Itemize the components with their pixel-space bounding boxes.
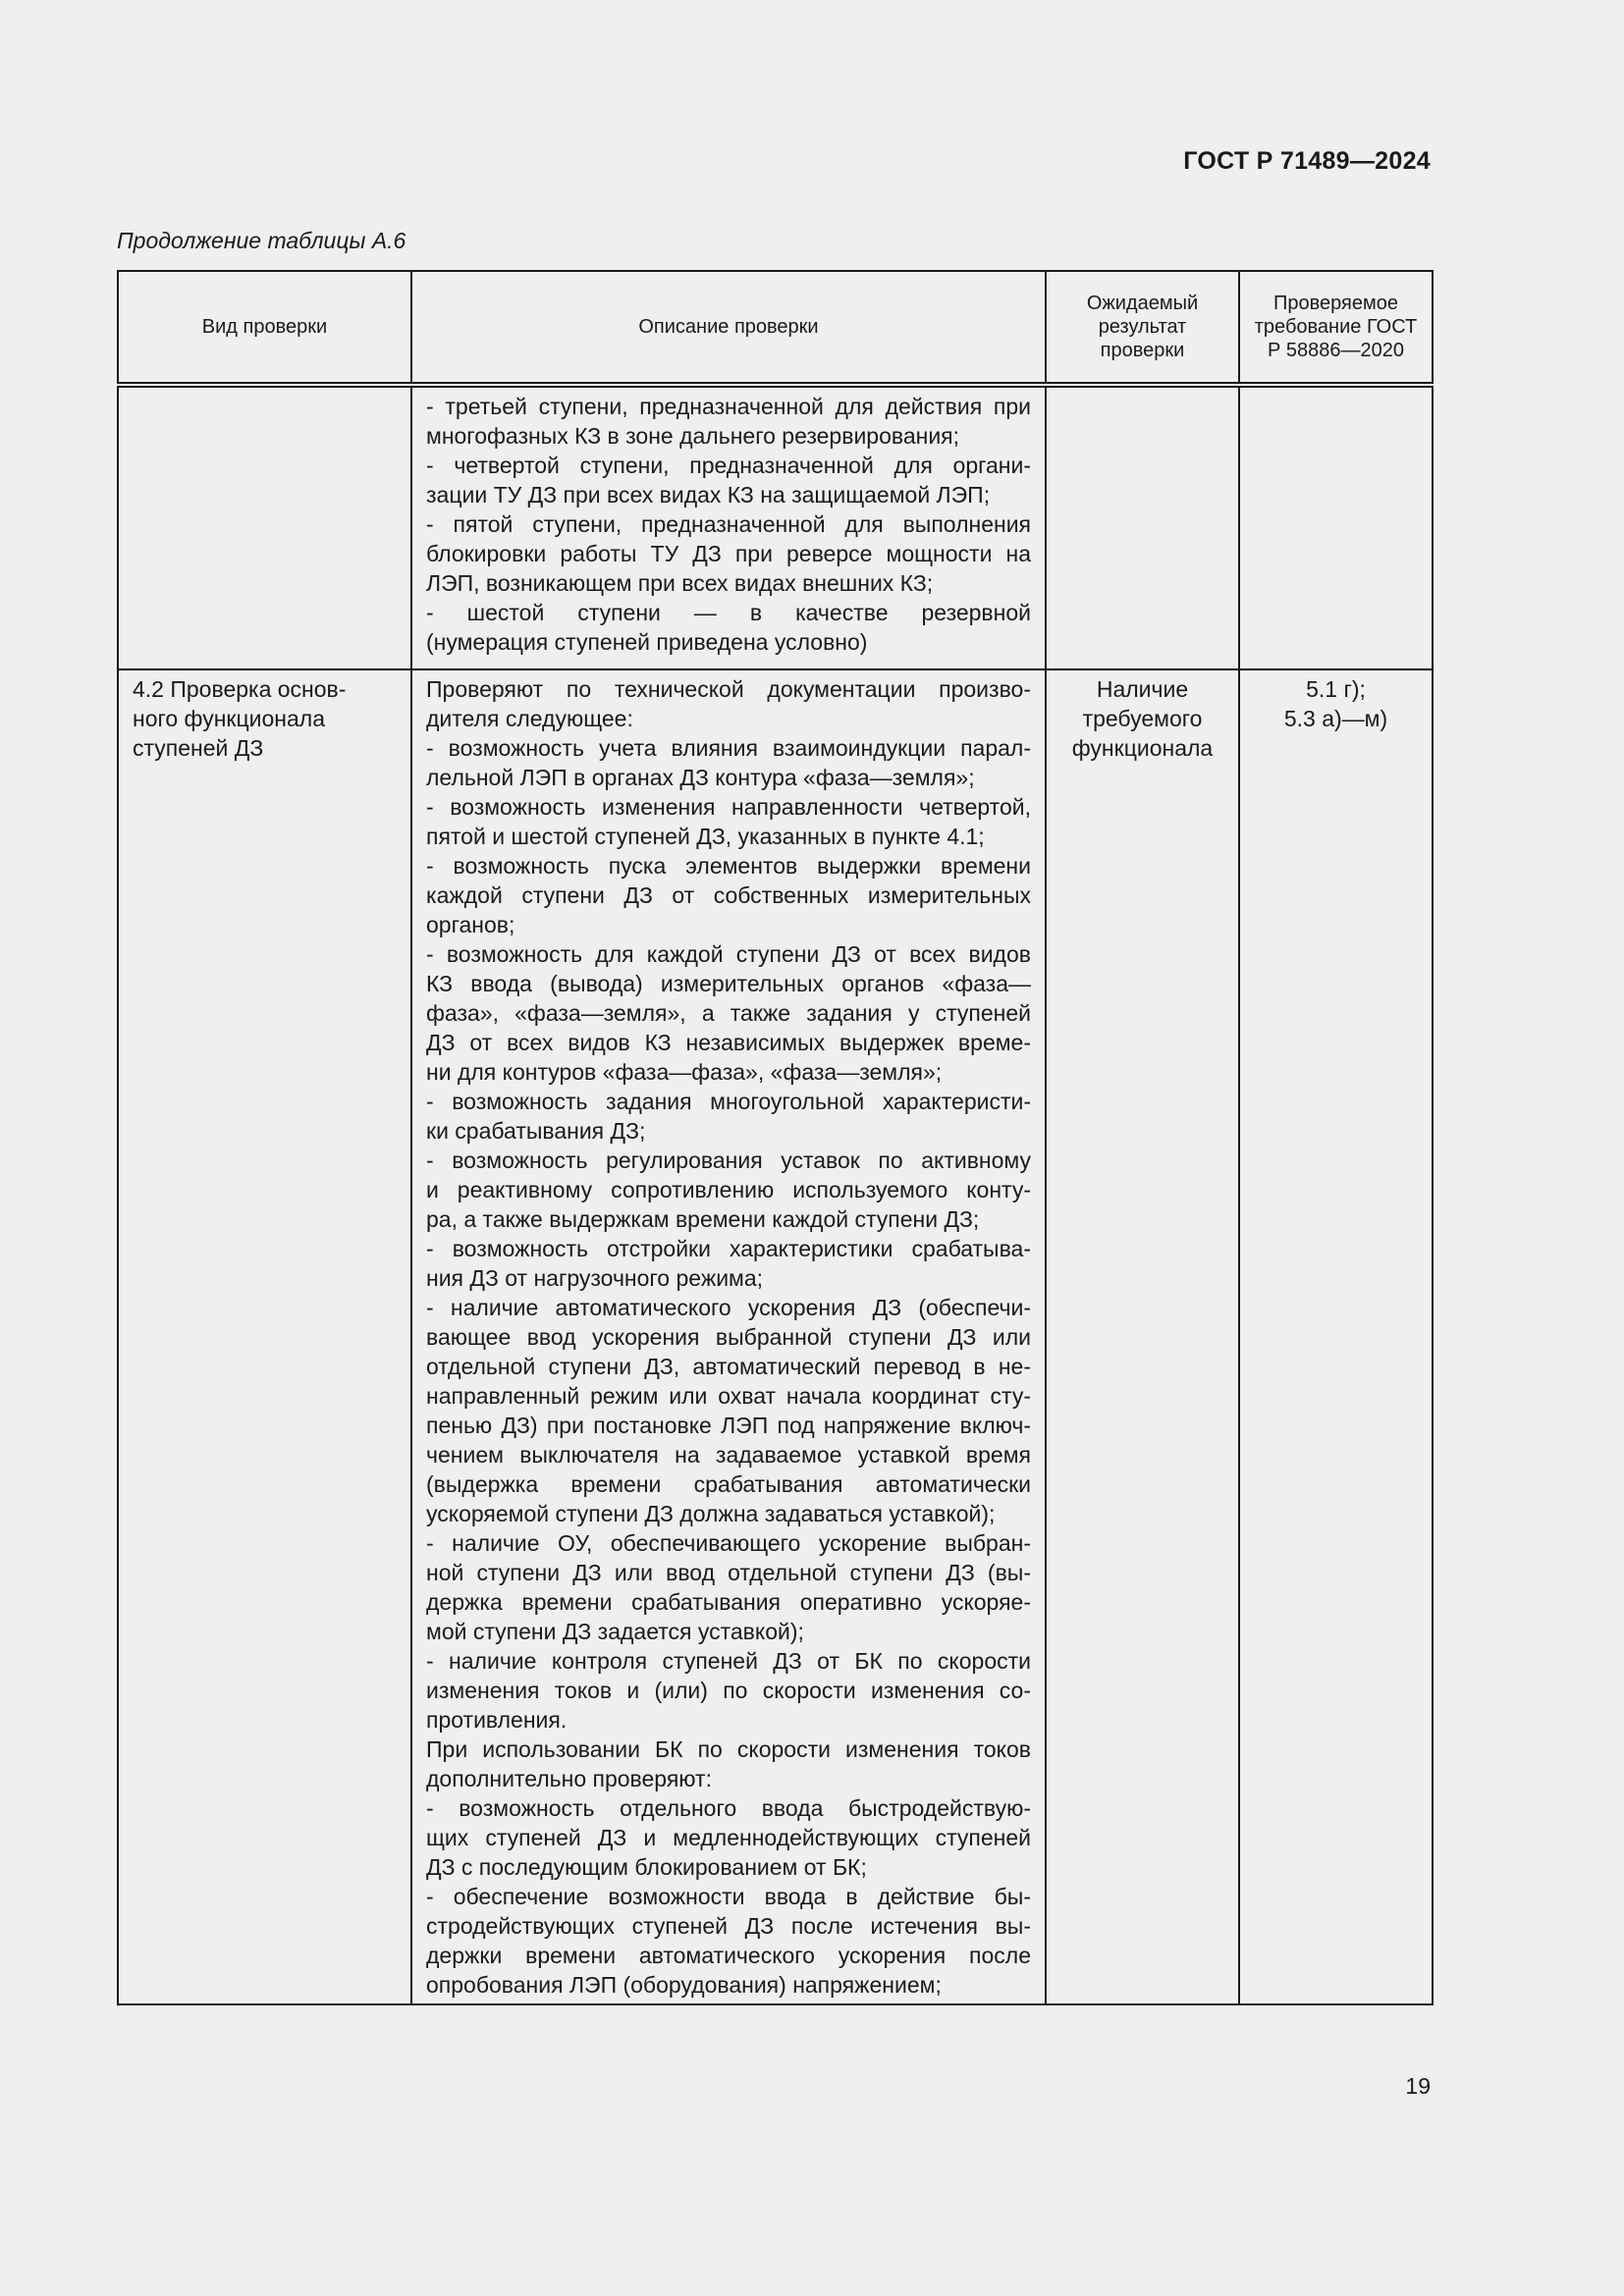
text-line: изменения токов и (или) по скорости изменения со- (426, 1678, 1031, 1703)
text-line: - обеспечение возможности ввода в действие бы- (426, 1884, 1031, 1909)
text-line: держки времени автоматического ускорения после (426, 1943, 1031, 1968)
requirement-cell (1239, 385, 1433, 669)
text-line: - возможность задания многоугольной характеристи- (426, 1089, 1031, 1114)
text-line: ни для контуров «фаза—фаза», «фаза—земля»; (426, 1059, 943, 1085)
text-line: пенью ДЗ) при постановке ЛЭП под напряжение включ- (426, 1413, 1031, 1438)
text-line: При использовании БК по скорости изменения токов (426, 1736, 1031, 1762)
text-line: фаза», «фаза—земля», а также задания у ступеней (426, 1000, 1031, 1026)
text-line: ДЗ с последующим блокированием от БК; (426, 1854, 867, 1880)
text-line: многофазных КЗ в зоне дальнего резервирования; (426, 423, 960, 449)
text-line: и реактивному сопротивлению используемого конту- (426, 1177, 1031, 1202)
text-line: щих ступеней ДЗ и медленнодействующих ступеней (426, 1825, 1031, 1850)
text-line: ступеней ДЗ (133, 735, 264, 761)
text-line: держка времени срабатывания оперативно ускоряе- (426, 1589, 1031, 1615)
text-line: дителя следующее: (426, 706, 633, 731)
text-line: ЛЭП, возникающем при всех видах внешних КЗ; (426, 570, 934, 596)
description-cell (411, 669, 1046, 2004)
text-line: дополнительно проверяют: (426, 1766, 712, 1791)
text-line: органов; (426, 912, 515, 937)
column-header-check-type: Вид проверки (118, 271, 411, 385)
text-line: ного функционала (133, 706, 326, 731)
text-line: Наличие (1096, 676, 1189, 702)
text-line: (выдержка времени срабатывания автоматически (426, 1471, 1031, 1497)
text-line: - наличие ОУ, обеспечивающего ускорение выбран- (426, 1530, 1031, 1556)
description-cell (411, 385, 1046, 669)
text-line: ДЗ от всех видов КЗ независимых выдержек време- (426, 1030, 1031, 1055)
page-number: 19 (1405, 2073, 1431, 2099)
text-line: ра, а также выдержкам времени каждой ступени ДЗ; (426, 1206, 980, 1232)
check-type-cell (118, 385, 411, 669)
text-line: - возможность регулирования уставок по активному (426, 1148, 1031, 1173)
text-line: - возможность отдельного ввода быстродействую- (426, 1795, 1031, 1821)
text-line: - наличие контроля ступеней ДЗ от БК по скорости (426, 1648, 1031, 1674)
text-line: чением выключателя на задаваемое уставкой время (426, 1442, 1031, 1468)
text-line: функционала (1071, 735, 1214, 761)
table-caption: Продолжение таблицы А.6 (117, 228, 406, 253)
table-row (118, 669, 1433, 2004)
text-line: - пятой ступени, предназначенной для выполнения (426, 511, 1031, 537)
column-header-requirement: Проверяемое требование ГОСТ Р 58886—2020 (1239, 271, 1433, 385)
text-line: КЗ ввода (вывода) измерительных органов «фаза— (426, 971, 1031, 996)
text-line: - возможность пуска элементов выдержки времени (426, 853, 1031, 879)
text-line: ния ДЗ от нагрузочного режима; (426, 1265, 764, 1291)
checks-table (117, 270, 1434, 2005)
text-line: опробования ЛЭП (оборудования) напряжением; (426, 1972, 942, 1998)
text-line: - возможность изменения направленности четвертой, (426, 794, 1031, 820)
text-line: лельной ЛЭП в органах ДЗ контура «фаза—земля»; (426, 765, 975, 790)
text-line: - возможность отстройки характеристики срабатыва- (426, 1236, 1031, 1261)
text-line: ной ступени ДЗ или ввод отдельной ступени ДЗ (вы- (426, 1560, 1031, 1585)
table-header-row (118, 271, 1433, 385)
text-line: противления. (426, 1707, 568, 1733)
document-code: ГОСТ Р 71489—2024 (1183, 147, 1431, 175)
column-header-expected-result: Ожидаемый результат проверки (1046, 271, 1239, 385)
expected-result-cell (1046, 385, 1239, 669)
requirement-cell (1239, 669, 1433, 2004)
text-line: зации ТУ ДЗ при всех видах КЗ на защищаемой ЛЭП; (426, 482, 991, 507)
text-line: вающее ввод ускорения выбранной ступени ДЗ или (426, 1324, 1031, 1350)
text-line: 4.2 Проверка основ- (133, 676, 347, 702)
text-line: - возможность для каждой ступени ДЗ от всех видов (426, 941, 1031, 967)
expected-result-cell (1046, 669, 1239, 2004)
text-line: - шестой ступени — в качестве резервной (426, 600, 1031, 625)
text-line: - третьей ступени, предназначенной для действия при (426, 394, 1031, 419)
text-line: - наличие автоматического ускорения ДЗ (обеспечи- (426, 1295, 1031, 1320)
text-line: отдельной ступени ДЗ, автоматический перевод в не- (426, 1354, 1031, 1379)
check-type-cell (118, 669, 411, 2004)
text-line: пятой и шестой ступеней ДЗ, указанных в пункте 4.1; (426, 824, 985, 849)
text-line: блокировки работы ТУ ДЗ при реверсе мощности на (426, 541, 1031, 566)
text-line: мой ступени ДЗ задается уставкой); (426, 1619, 804, 1644)
text-line: ки срабатывания ДЗ; (426, 1118, 646, 1144)
text-line: стродействующих ступеней ДЗ после истечения вы- (426, 1913, 1031, 1939)
text-line: 5.3 а)—м) (1283, 706, 1388, 731)
text-line: - возможность учета влияния взаимоиндукции парал- (426, 735, 1031, 761)
text-line: каждой ступени ДЗ от собственных измерительных (426, 882, 1031, 908)
text-line: (нумерация ступеней приведена условно) (426, 629, 868, 655)
text-line: направленный режим или охват начала координат сту- (426, 1383, 1031, 1409)
text-line: Проверяют по технической документации произво- (426, 676, 1031, 702)
text-line: 5.1 г); (1306, 676, 1366, 702)
text-line: требуемого (1082, 706, 1203, 731)
column-header-description: Описание проверки (411, 271, 1046, 385)
table-row (118, 385, 1433, 669)
text-line: - четвертой ступени, предназначенной для органи- (426, 453, 1031, 478)
text-line: ускоряемой ступени ДЗ должна задаваться уставкой); (426, 1501, 996, 1526)
